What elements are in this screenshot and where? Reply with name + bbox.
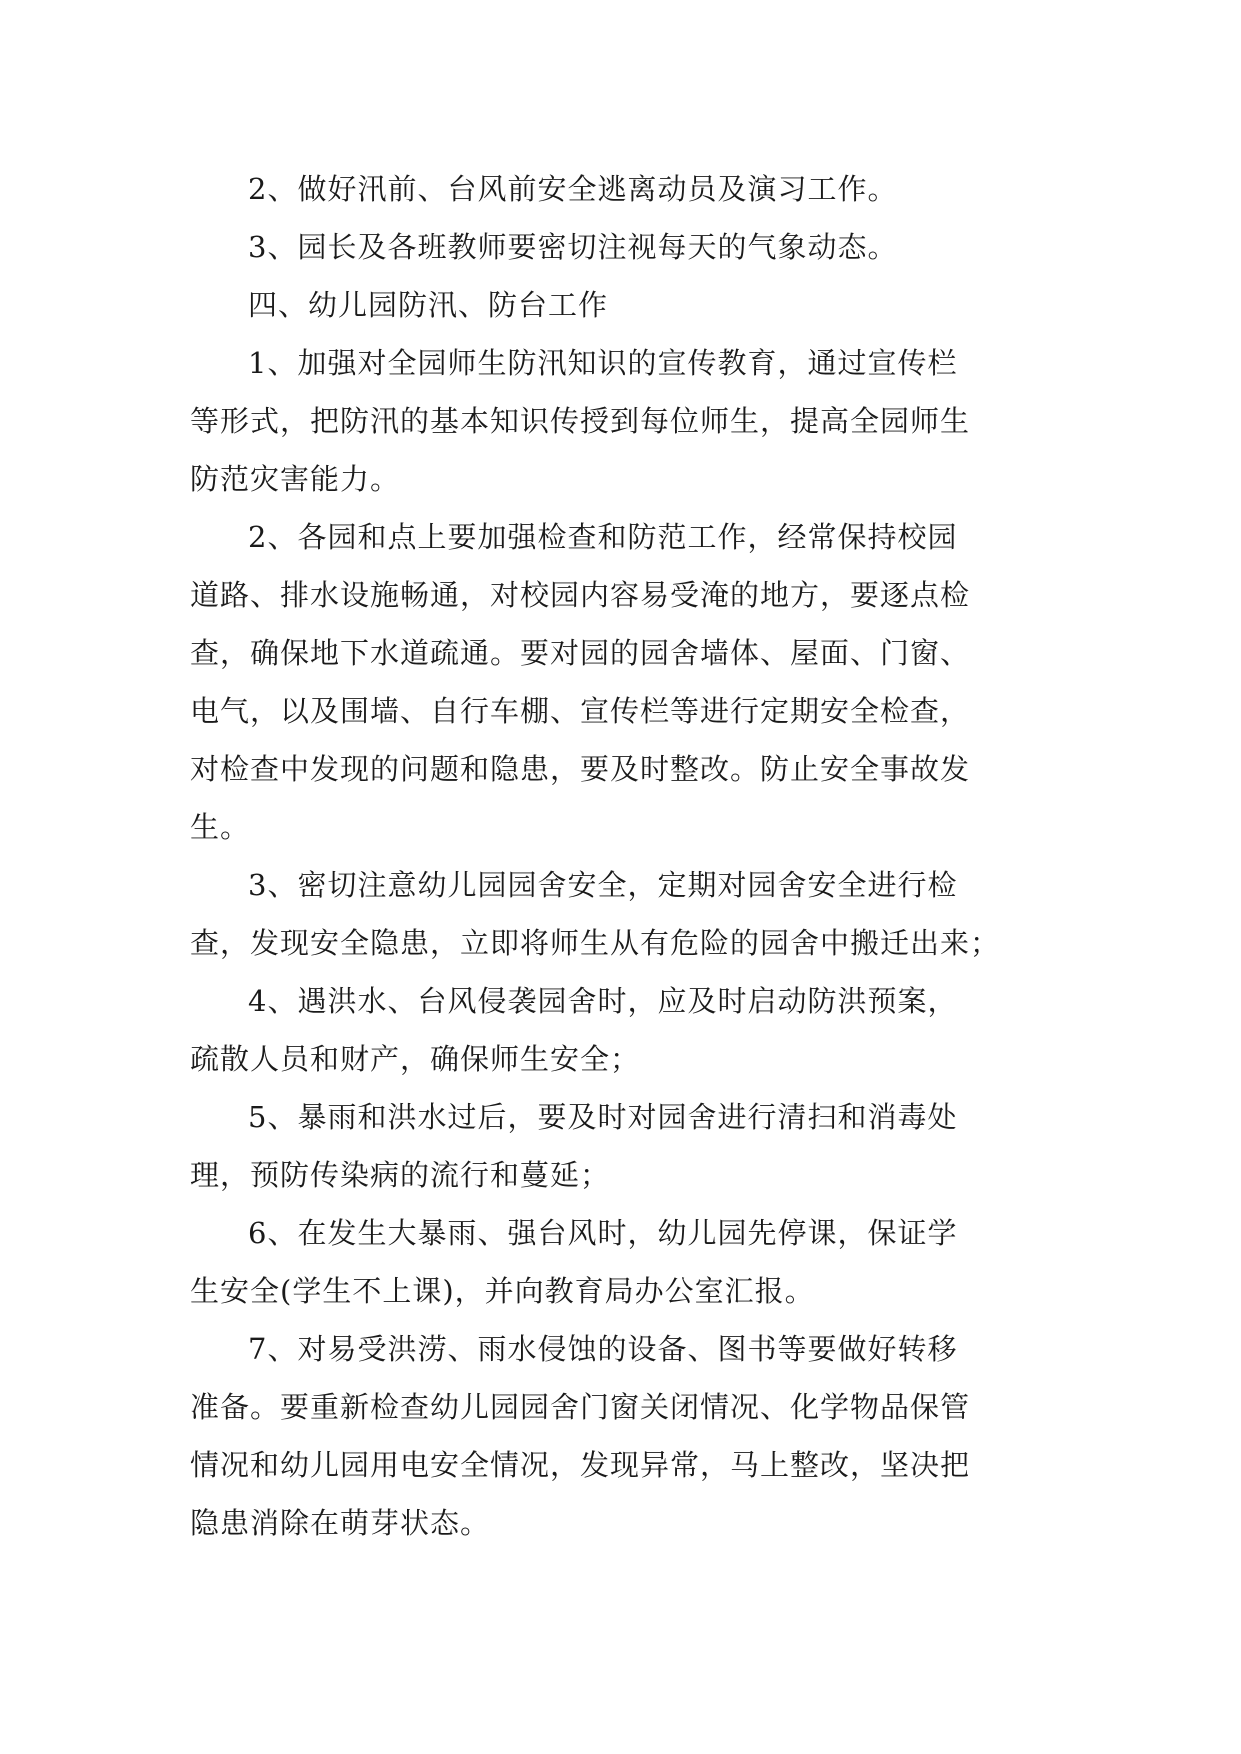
text-line: 等形式，把防汛的基本知识传授到每位师生，提高全园师生 [190,404,971,438]
text-line: 6、在发生大暴雨、强台风时，幼儿园先停课，保证学 [248,1216,958,1250]
text-line: 理，预防传染病的流行和蔓延； [190,1158,611,1192]
text-line: 4、遇洪水、台风侵袭园舍时，应及时启动防洪预案， [248,984,958,1018]
text-line: 电气，以及围墙、自行车棚、宣传栏等进行定期安全检查， [190,694,971,728]
text-line: 生安全(学生不上课)，并向教育局办公室汇报。 [190,1274,815,1308]
text-line: 查，发现安全隐患，立即将师生从有危险的园舍中搬迁出来； [190,926,1001,960]
text-line: 生。 [190,810,251,844]
text-line: 1、加强对全园师生防汛知识的宣传教育，通过宣传栏 [248,346,958,380]
text-line: 隐患消除在萌芽状态。 [190,1506,491,1540]
text-line: 2、各园和点上要加强检查和防范工作，经常保持校园 [248,520,958,554]
text-line: 情况和幼儿园用电安全情况，发现异常，马上整改，坚决把 [190,1448,971,1482]
text-line: 对检查中发现的问题和隐患，要及时整改。防止安全事故发 [190,752,971,786]
text-line: 3、密切注意幼儿园园舍安全，定期对园舍安全进行检 [248,868,958,902]
text-line: 疏散人员和财产，确保师生安全； [190,1042,641,1076]
text-line: 2、做好汛前、台风前安全逃离动员及演习工作。 [248,172,898,206]
body-text [190,160,1070,1552]
section-heading: 四、幼儿园防汛、防台工作 [248,288,609,322]
text-line: 5、暴雨和洪水过后，要及时对园舍进行清扫和消毒处 [248,1100,958,1134]
text-line: 7、对易受洪涝、雨水侵蚀的设备、图书等要做好转移 [248,1332,958,1366]
text-line: 查，确保地下水道疏通。要对园的园舍墙体、屋面、门窗、 [190,636,971,670]
text-line: 道路、排水设施畅通，对校园内容易受淹的地方，要逐点检 [190,578,971,612]
text-line: 防范灾害能力。 [190,462,401,496]
text-line: 准备。要重新检查幼儿园园舍门窗关闭情况、化学物品保管 [190,1390,971,1424]
text-line: 3、园长及各班教师要密切注视每天的气象动态。 [248,230,898,264]
